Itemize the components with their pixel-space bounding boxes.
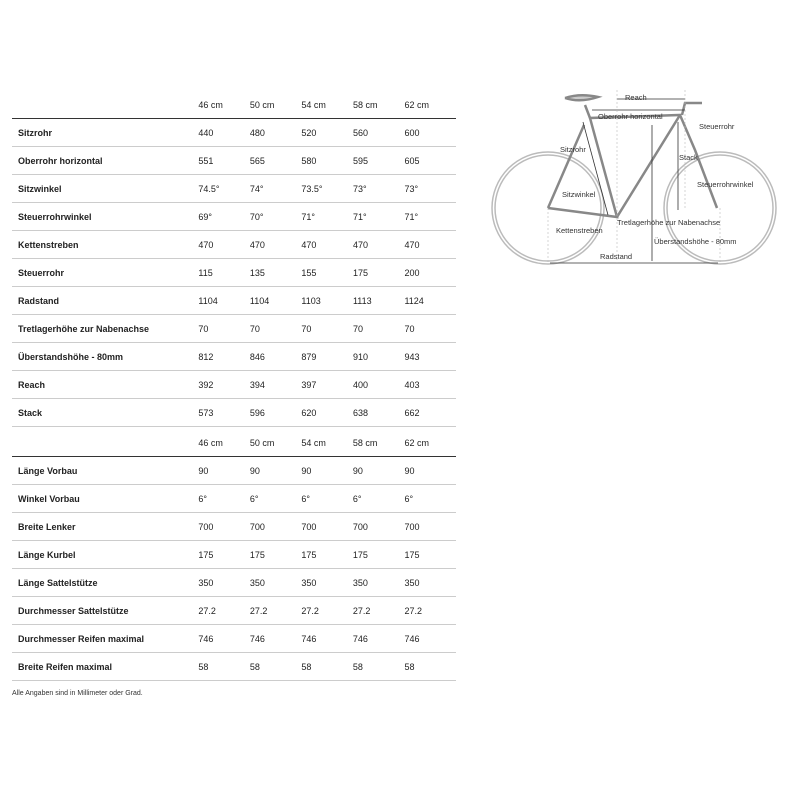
cell-value: 90 xyxy=(198,465,209,476)
cell-value: 6° xyxy=(249,493,259,504)
cell-value: 73° xyxy=(404,183,419,194)
cell-value: 470 xyxy=(198,239,214,250)
cell-value: 70 xyxy=(198,323,209,334)
cell-value: 27.2 xyxy=(352,605,371,616)
cell-value: 350 xyxy=(404,577,420,588)
cell-value: 175 xyxy=(352,267,368,278)
cell-value: 620 xyxy=(301,407,317,418)
cell-value: 135 xyxy=(249,267,265,278)
cell-value: 58 xyxy=(301,661,312,672)
cell-value: 400 xyxy=(352,379,368,390)
row-label: Durchmesser Sattelstütze xyxy=(18,605,129,616)
cell-value: 560 xyxy=(352,127,368,138)
cell-value: 662 xyxy=(404,407,420,418)
cell-value: 394 xyxy=(249,379,265,390)
cell-value: 200 xyxy=(404,267,420,278)
table-row xyxy=(12,315,456,343)
cell-value: 700 xyxy=(198,521,214,532)
header-blank xyxy=(12,430,198,457)
cell-value: 71° xyxy=(352,211,367,222)
table-row xyxy=(12,457,456,485)
cell-value: 746 xyxy=(301,633,317,644)
cell-value: 350 xyxy=(198,577,214,588)
size-header: 50 cm xyxy=(249,438,275,448)
cell-value: 27.2 xyxy=(249,605,268,616)
cell-value: 90 xyxy=(352,465,363,476)
cell-value: 175 xyxy=(249,549,265,560)
cell-value: 470 xyxy=(249,239,265,250)
label-reach: Reach xyxy=(625,93,647,102)
row-label: Länge Vorbau xyxy=(18,465,78,476)
cell-value: 470 xyxy=(301,239,317,250)
label-stack: Stack xyxy=(679,153,698,162)
row-label: Winkel Vorbau xyxy=(18,493,80,504)
cell-value: 595 xyxy=(352,155,368,166)
cell-value: 1124 xyxy=(404,295,424,306)
cell-value: 6° xyxy=(301,493,310,504)
frame-geometry-table xyxy=(12,92,456,427)
row-label: Steuerrohrwinkel xyxy=(18,211,92,222)
cell-value: 350 xyxy=(301,577,317,588)
table-row xyxy=(12,203,456,231)
cell-value: 73.5° xyxy=(301,183,323,194)
cell-value: 350 xyxy=(352,577,368,588)
size-header: 46 cm xyxy=(198,100,223,110)
footnote: Alle Angaben sind in Millimeter oder Grad. xyxy=(12,690,143,697)
table-row xyxy=(12,371,456,399)
cell-value: 74.5° xyxy=(198,183,220,194)
table-row xyxy=(12,399,456,427)
cell-value: 1113 xyxy=(352,295,372,306)
cell-value: 580 xyxy=(301,155,317,166)
cell-value: 551 xyxy=(198,155,214,166)
row-label: Sitzwinkel xyxy=(18,183,62,194)
cell-value: 879 xyxy=(301,351,317,362)
cell-value: 27.2 xyxy=(404,605,422,616)
label-oberrohr: Oberrohr horizontal xyxy=(598,112,663,121)
row-label: Stack xyxy=(18,407,43,418)
cell-value: 70 xyxy=(352,323,363,334)
cell-value: 71° xyxy=(301,211,316,222)
cell-value: 700 xyxy=(352,521,368,532)
cell-value: 1104 xyxy=(249,295,270,306)
cell-value: 175 xyxy=(404,549,420,560)
cell-value: 397 xyxy=(301,379,317,390)
label-radstand: Radstand xyxy=(600,252,633,261)
cell-value: 70° xyxy=(249,211,264,222)
cell-value: 175 xyxy=(301,549,317,560)
label-sitzwinkel: Sitzwinkel xyxy=(562,190,596,199)
cell-value: 70 xyxy=(404,323,415,334)
cell-value: 350 xyxy=(249,577,265,588)
cell-value: 6° xyxy=(198,493,207,504)
cell-value: 605 xyxy=(404,155,420,166)
table-row xyxy=(12,343,456,371)
cell-value: 812 xyxy=(198,351,214,362)
cell-value: 70 xyxy=(249,323,260,334)
cell-value: 70 xyxy=(301,323,312,334)
row-label: Sitzrohr xyxy=(18,127,53,138)
table-row xyxy=(12,485,456,513)
cell-value: 746 xyxy=(352,633,368,644)
cell-value: 175 xyxy=(352,549,368,560)
cell-value: 1103 xyxy=(301,295,321,306)
bike-geometry-diagram xyxy=(480,85,780,275)
size-header: 54 cm xyxy=(301,438,326,448)
cell-value: 392 xyxy=(198,379,214,390)
cell-value: 470 xyxy=(352,239,368,250)
cell-value: 1104 xyxy=(198,295,218,306)
table-row xyxy=(12,625,456,653)
cell-value: 6° xyxy=(404,493,414,504)
table-row xyxy=(12,175,456,203)
size-header: 58 cm xyxy=(352,100,378,110)
row-label: Tretlagerhöhe zur Nabenachse xyxy=(18,323,150,334)
cell-value: 700 xyxy=(301,521,317,532)
cell-value: 74° xyxy=(249,183,264,194)
cell-value: 638 xyxy=(352,407,368,418)
table-row xyxy=(12,597,456,625)
row-label: Radstand xyxy=(18,295,60,306)
cell-value: 58 xyxy=(198,661,209,672)
size-header: 62 cm xyxy=(404,100,429,110)
size-header: 62 cm xyxy=(404,438,429,448)
label-ueberstand: Überstandshöhe - 80mm xyxy=(654,237,737,246)
cell-value: 700 xyxy=(404,521,420,532)
size-header: 50 cm xyxy=(249,100,275,110)
cell-value: 600 xyxy=(404,127,420,138)
cell-value: 700 xyxy=(249,521,265,532)
label-kettenstreben: Kettenstreben xyxy=(556,226,603,235)
cell-value: 565 xyxy=(249,155,265,166)
cell-value: 90 xyxy=(404,465,415,476)
row-label: Oberrohr horizontal xyxy=(18,155,103,166)
cell-value: 58 xyxy=(404,661,415,672)
row-label: Länge Sattelstütze xyxy=(18,577,98,588)
cell-value: 58 xyxy=(249,661,260,672)
cell-value: 846 xyxy=(249,351,265,362)
label-tretlager: Tretlagerhöhe zur Nabenachse xyxy=(617,218,721,227)
table-row xyxy=(12,653,456,681)
cell-value: 520 xyxy=(301,127,317,138)
cell-value: 69° xyxy=(198,211,212,222)
cell-value: 440 xyxy=(198,127,214,138)
cell-value: 746 xyxy=(198,633,214,644)
cell-value: 746 xyxy=(404,633,420,644)
cell-value: 90 xyxy=(249,465,260,476)
header-blank xyxy=(12,92,198,119)
label-sitzrohr: Sitzrohr xyxy=(560,145,586,154)
row-label: Länge Kurbel xyxy=(18,549,76,560)
row-label: Steuerrohr xyxy=(18,267,65,278)
size-header: 54 cm xyxy=(301,100,326,110)
row-label: Reach xyxy=(18,379,46,390)
table-row xyxy=(12,147,456,175)
cell-value: 470 xyxy=(404,239,420,250)
cell-value: 71° xyxy=(404,211,419,222)
cell-value: 27.2 xyxy=(198,605,216,616)
cell-value: 73° xyxy=(352,183,367,194)
label-steuerrohrwinkel: Steuerrohrwinkel xyxy=(697,180,754,189)
size-header: 46 cm xyxy=(198,438,223,448)
row-label: Breite Reifen maximal xyxy=(18,661,113,672)
cell-value: 573 xyxy=(198,407,214,418)
cell-value: 403 xyxy=(404,379,420,390)
cell-value: 115 xyxy=(198,267,213,278)
table-row xyxy=(12,287,456,315)
size-header: 58 cm xyxy=(352,438,378,448)
table-row xyxy=(12,231,456,259)
cell-value: 90 xyxy=(301,465,312,476)
cell-value: 6° xyxy=(352,493,362,504)
cell-value: 943 xyxy=(404,351,420,362)
table-row xyxy=(12,541,456,569)
cell-value: 27.2 xyxy=(301,605,319,616)
table-row xyxy=(12,259,456,287)
table-row xyxy=(12,513,456,541)
cell-value: 910 xyxy=(352,351,368,362)
row-label: Überstandshöhe - 80mm xyxy=(18,351,124,362)
cell-value: 58 xyxy=(352,661,363,672)
label-steuerrohr: Steuerrohr xyxy=(699,122,735,131)
row-label: Durchmesser Reifen maximal xyxy=(18,633,145,644)
cell-value: 746 xyxy=(249,633,265,644)
cell-value: 596 xyxy=(249,407,265,418)
cell-value: 480 xyxy=(249,127,265,138)
table-row xyxy=(12,569,456,597)
cell-value: 155 xyxy=(301,267,317,278)
table-row xyxy=(12,119,456,147)
component-table xyxy=(12,430,456,681)
row-label: Breite Lenker xyxy=(18,521,76,532)
row-label: Kettenstreben xyxy=(18,239,79,250)
cell-value: 175 xyxy=(198,549,214,560)
